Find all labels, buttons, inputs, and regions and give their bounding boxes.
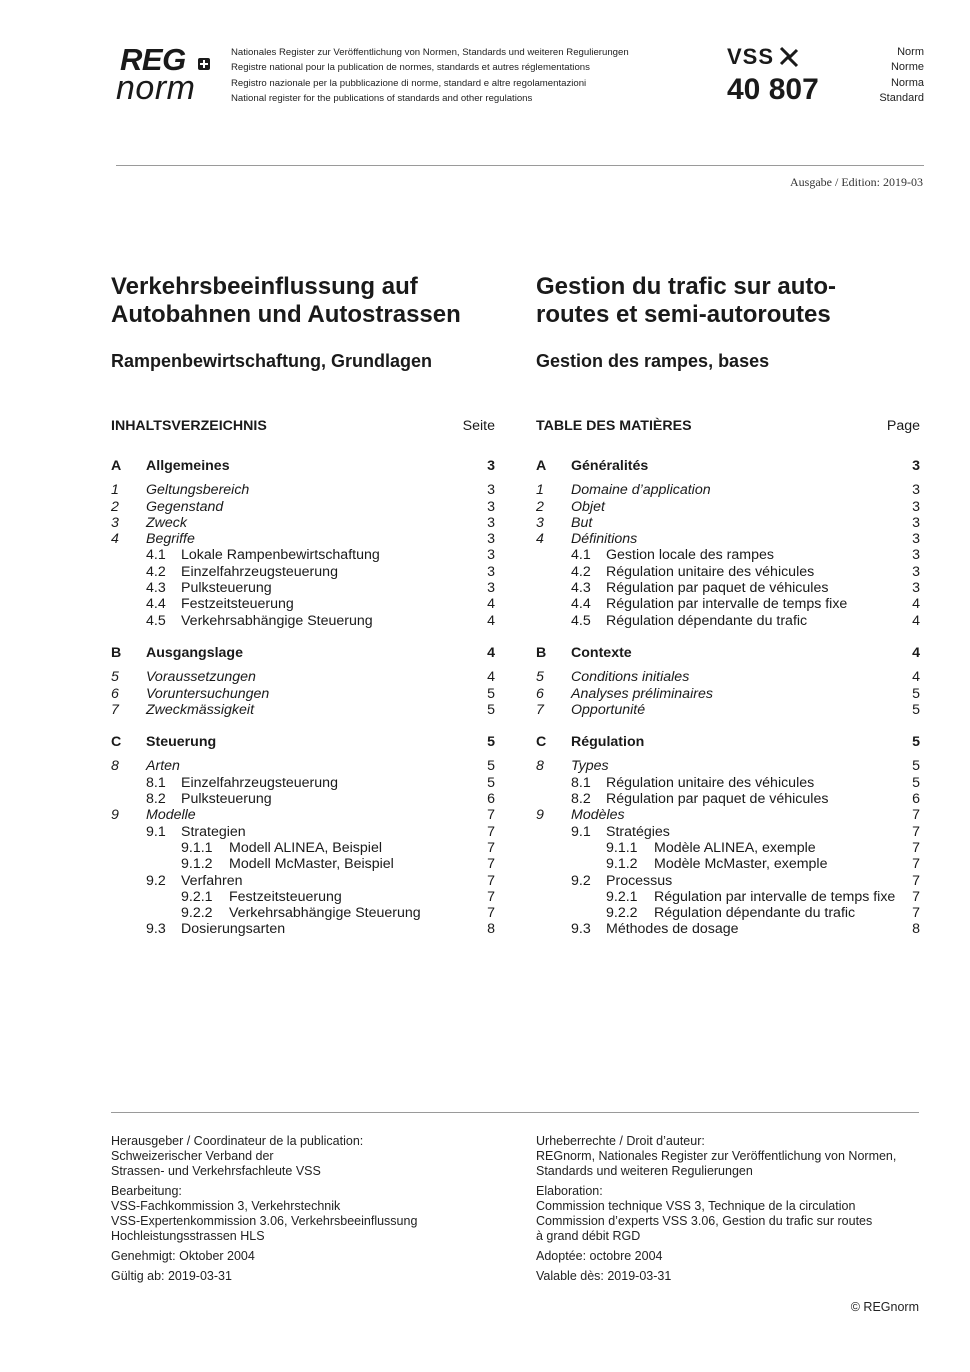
toc-entry-row — [536, 905, 920, 921]
toc-entry-page: 7 — [912, 872, 920, 889]
toc-entry-number: 4.1 — [146, 547, 166, 564]
toc-entry-page: 3 — [912, 514, 920, 531]
toc-german — [111, 418, 495, 938]
toc-entry-title: Verfahren — [181, 872, 243, 889]
toc-entry-page: 5 — [487, 774, 495, 791]
toc-entry-row — [111, 531, 495, 547]
copyright-notice: © REGnorm — [850, 1300, 919, 1314]
toc-page-label: Seite — [462, 418, 495, 434]
toc-entry-title: Arten — [146, 758, 180, 775]
footer-copyright-info — [536, 1134, 936, 1289]
toc-entry-number: B — [111, 644, 122, 661]
toc-entry-page: 5 — [912, 685, 920, 702]
register-description — [231, 45, 629, 106]
toc-entry-page: 7 — [487, 905, 495, 922]
toc-entry-page: 5 — [912, 734, 920, 751]
toc-entry-row — [536, 531, 920, 547]
header-divider — [116, 165, 924, 166]
logo-reg-text: REG — [120, 42, 186, 77]
toc-entry-number: 3 — [536, 514, 544, 531]
toc-entry-number: 3 — [111, 514, 119, 531]
norm-word-de: Norm — [897, 46, 924, 58]
toc-entry-title: Pulksteuerung — [181, 580, 272, 597]
toc-entry-row — [111, 840, 495, 856]
toc-entry-row — [536, 856, 920, 872]
toc-entry-title: Festzeitsteuerung — [181, 596, 294, 613]
footer-line: Gültig ab: 2019-03-31 — [111, 1269, 232, 1283]
toc-entry-title: Zweckmässigkeit — [146, 701, 255, 718]
footer-line: à grand débit RGD — [536, 1229, 641, 1243]
footer-line: Hochleistungsstrassen HLS — [111, 1229, 265, 1243]
toc-entry-title: Lokale Rampenbewirtschaftung — [181, 547, 380, 564]
toc-entry-page: 3 — [487, 458, 495, 474]
toc-entry-title: Einzelfahrzeugsteuerung — [181, 563, 338, 580]
footer-line: VSS-Expertenkommission 3.06, Verkehrsbeeinflussung — [111, 1214, 418, 1228]
toc-entry-title: Begriffe — [146, 531, 195, 548]
toc-entry-number: 9.3 — [146, 921, 166, 938]
footer-line: Genehmigt: Oktober 2004 — [111, 1249, 255, 1263]
toc-entry-page: 4 — [912, 669, 920, 686]
toc-entry-title: Festzeitsteuerung — [229, 888, 342, 905]
toc-entry-page: 3 — [912, 580, 920, 597]
toc-entry-number: 9.1.1 — [181, 839, 213, 856]
document-title-fr-line1: Gestion du trafic sur auto- — [536, 273, 837, 300]
toc-section-row — [111, 645, 495, 661]
toc-entry-row — [111, 873, 495, 889]
toc-entry-title: Verkehrsabhängige Steuerung — [181, 612, 373, 629]
swiss-cross-icon — [198, 58, 210, 70]
toc-entry-page: 7 — [487, 807, 495, 824]
toc-group-gap — [536, 629, 920, 645]
toc-entry-title: Types — [571, 758, 609, 775]
document-title-de-line1: Verkehrsbeeinflussung auf — [111, 273, 418, 300]
toc-entry-row — [111, 499, 495, 515]
toc-entry-row — [111, 515, 495, 531]
toc-entry-title: Verkehrsabhängige Steuerung — [229, 905, 421, 922]
toc-entry-row — [536, 889, 920, 905]
toc-header — [111, 418, 495, 458]
toc-entry-title: Régulation par paquet de véhicules — [606, 791, 829, 808]
toc-entry-number: 9.1.2 — [606, 856, 638, 873]
toc-entry-number: 4.5 — [571, 612, 591, 629]
footer-publisher-info — [111, 1134, 511, 1289]
toc-section-row — [536, 734, 920, 750]
toc-entry-row — [536, 791, 920, 807]
toc-entry-row — [111, 807, 495, 823]
toc-entry-number: 7 — [111, 701, 119, 718]
logo-norm-text: norm — [116, 69, 196, 107]
toc-entry-row — [536, 580, 920, 596]
toc-heading: INHALTSVERZEICHNIS — [111, 418, 267, 434]
toc-entry-page: 3 — [487, 580, 495, 597]
footer-block — [111, 1249, 511, 1264]
edition-label: Ausgabe / Edition: 2019-03 — [790, 175, 923, 189]
toc-entry-row — [111, 791, 495, 807]
toc-entry-number: 8.1 — [571, 774, 591, 791]
document-title-fr-line2: routes et semi-autoroutes — [536, 301, 831, 328]
footer-block — [111, 1269, 511, 1284]
toc-entry-page: 3 — [912, 482, 920, 499]
toc-entry-page: 3 — [912, 498, 920, 515]
toc-entry-number: 2 — [536, 498, 544, 515]
toc-entry-page: 4 — [912, 596, 920, 613]
toc-entry-page: 5 — [487, 758, 495, 775]
toc-entry-number: 9 — [536, 807, 544, 824]
toc-entry-number: 5 — [536, 669, 544, 686]
toc-entry-page: 6 — [487, 791, 495, 808]
toc-entry-page: 7 — [487, 888, 495, 905]
toc-entry-title: Généralités — [571, 458, 649, 474]
toc-entry-row — [536, 840, 920, 856]
toc-entry-row — [111, 669, 495, 685]
toc-entry-page: 4 — [912, 612, 920, 629]
toc-entry-page: 7 — [912, 905, 920, 922]
toc-entry-page: 7 — [912, 888, 920, 905]
toc-entry-title: Régulation — [571, 734, 645, 751]
toc-entry-number: 8.1 — [146, 774, 166, 791]
toc-section-row — [536, 458, 920, 474]
toc-section-row — [536, 645, 920, 661]
toc-section-row — [111, 458, 495, 474]
toc-entry-title: But — [571, 514, 593, 531]
toc-entry-page: 3 — [487, 563, 495, 580]
norm-word-en: Standard — [879, 91, 924, 104]
register-line-en: National register for the publications of standards and other regulations — [231, 92, 533, 104]
toc-entry-title: Steuerung — [146, 734, 217, 751]
toc-entry-title: Gestion locale des rampes — [606, 547, 774, 564]
toc-entry-row — [111, 702, 495, 718]
toc-entry-row — [111, 580, 495, 596]
toc-entry-page: 5 — [487, 685, 495, 702]
toc-entry-number: B — [536, 644, 547, 661]
toc-entry-number: 4.2 — [571, 563, 591, 580]
toc-entry-row — [536, 702, 920, 718]
footer-block — [536, 1184, 936, 1244]
toc-entry-page: 7 — [912, 839, 920, 856]
toc-entry-row — [536, 758, 920, 774]
footer-line: Elaboration: — [536, 1184, 603, 1198]
toc-entry-page: 3 — [912, 563, 920, 580]
toc-entry-row — [111, 758, 495, 774]
toc-entry-title: Méthodes de dosage — [606, 921, 739, 938]
toc-entry-number: 6 — [111, 685, 119, 702]
toc-entry-title: Geltungsbereich — [146, 482, 250, 499]
footer-line: Valable dès: 2019-03-31 — [536, 1269, 672, 1283]
toc-entry-title: Gegenstand — [146, 498, 224, 515]
footer-line: Herausgeber / Coordinateur de la publication: — [111, 1134, 364, 1148]
vss-logo-text: VSS — [727, 44, 775, 69]
toc-entry-number: 4 — [536, 531, 544, 548]
register-line-fr: Registre national pour la publication de normes, standards et autres réglementations — [231, 62, 590, 74]
norm-type-labels — [879, 45, 924, 106]
toc-entry-row — [111, 686, 495, 702]
toc-entry-title: Zweck — [146, 514, 187, 531]
toc-entry-title: Domaine d’application — [571, 482, 711, 499]
toc-entry-title: Stratégies — [606, 823, 670, 840]
toc-entry-page: 5 — [487, 734, 495, 751]
toc-entry-number: 1 — [536, 482, 544, 499]
toc-entry-title: Strategien — [181, 823, 246, 840]
toc-page-label: Page — [886, 418, 920, 434]
footer-line: Urheberrechte / Droit d’auteur: — [536, 1134, 705, 1148]
toc-entry-title: Ausgangslage — [146, 644, 243, 661]
title-block-de — [111, 273, 461, 329]
toc-entry-title: Modell McMaster, Beispiel — [229, 856, 394, 873]
toc-entry-row — [536, 873, 920, 889]
toc-entry-title: Modèles — [571, 807, 625, 824]
vss-arrows-icon — [777, 46, 801, 68]
toc-entry-number: 9 — [111, 807, 119, 824]
toc-entry-row — [536, 564, 920, 580]
regnorm-logo — [116, 44, 216, 106]
toc-entry-number: 9.2.1 — [181, 888, 213, 905]
toc-entry-number: 9.1.1 — [606, 839, 638, 856]
toc-entry-row — [111, 547, 495, 563]
toc-entry-page: 3 — [487, 531, 495, 548]
toc-entry-page: 3 — [487, 547, 495, 564]
toc-entry-number: A — [536, 458, 547, 474]
toc-entry-page: 3 — [487, 482, 495, 499]
toc-entry-page: 7 — [487, 856, 495, 873]
toc-entry-number: 9.1 — [571, 823, 591, 840]
toc-entry-row — [536, 596, 920, 612]
footer-line: Standards und weiteren Regulierungen — [536, 1164, 753, 1178]
toc-entry-title: Régulation par intervalle de temps fixe — [654, 888, 896, 905]
toc-entry-row — [111, 905, 495, 921]
toc-entry-number: 6 — [536, 685, 544, 702]
toc-group-gap — [536, 718, 920, 734]
toc-entry-number: C — [111, 734, 122, 751]
toc-entry-row — [536, 547, 920, 563]
toc-entry-page: 7 — [912, 856, 920, 873]
toc-entry-number: 9.2.2 — [181, 905, 213, 922]
toc-entry-row — [536, 613, 920, 629]
toc-entry-page: 4 — [487, 669, 495, 686]
toc-entry-number: 4.1 — [571, 547, 591, 564]
toc-entry-row — [111, 482, 495, 498]
toc-entry-title: Processus — [606, 872, 673, 889]
toc-entry-page: 5 — [912, 701, 920, 718]
toc-entry-title: Régulation unitaire des véhicules — [606, 563, 815, 580]
toc-entry-page: 5 — [487, 701, 495, 718]
toc-french — [536, 418, 920, 938]
toc-entry-page: 8 — [487, 921, 495, 938]
toc-entry-row — [536, 482, 920, 498]
toc-entry-number: 5 — [111, 669, 119, 686]
toc-entry-number: 4.5 — [146, 612, 166, 629]
toc-entry-title: Modèle McMaster, exemple — [654, 856, 828, 873]
toc-entry-number: 4 — [111, 531, 119, 548]
title-block-fr — [536, 273, 836, 329]
toc-entry-title: Pulksteuerung — [181, 791, 272, 808]
toc-entry-title: Modell ALINEA, Beispiel — [229, 839, 382, 856]
toc-entry-row — [536, 515, 920, 531]
toc-entry-page: 8 — [912, 921, 920, 938]
toc-entry-title: Régulation unitaire des véhicules — [606, 774, 815, 791]
toc-entry-number: 8 — [111, 758, 119, 775]
toc-entry-title: Voruntersuchungen — [146, 685, 270, 702]
toc-entry-row — [536, 921, 920, 937]
toc-entry-page: 3 — [487, 514, 495, 531]
footer-line: REGnorm, Nationales Register zur Veröffentlichung von Normen, — [536, 1149, 897, 1163]
toc-entry-row — [111, 613, 495, 629]
document-title-de-line2: Autobahnen und Autostrassen — [111, 301, 461, 328]
toc-entry-page: 3 — [912, 531, 920, 548]
toc-entry-page: 6 — [912, 791, 920, 808]
toc-entry-number: 9.1 — [146, 823, 166, 840]
toc-entry-page: 7 — [487, 872, 495, 889]
toc-entry-row — [111, 824, 495, 840]
toc-entry-number: 4.4 — [571, 596, 591, 613]
toc-entry-page: 4 — [912, 644, 920, 661]
footer-block — [536, 1134, 936, 1179]
footer-block — [536, 1249, 936, 1264]
toc-entry-row — [536, 669, 920, 685]
toc-entry-page: 3 — [487, 498, 495, 515]
toc-entry-page: 7 — [487, 839, 495, 856]
toc-entry-number: C — [536, 734, 547, 751]
toc-entry-row — [536, 775, 920, 791]
toc-entry-page: 3 — [912, 547, 920, 564]
toc-header — [536, 418, 920, 458]
toc-entry-title: Dosierungsarten — [181, 921, 286, 938]
toc-group-gap — [111, 718, 495, 734]
toc-entry-title: Régulation par paquet de véhicules — [606, 580, 829, 597]
footer-line: Commission technique VSS 3, Technique de la circulation — [536, 1199, 856, 1213]
toc-entry-page: 3 — [912, 458, 920, 474]
footer-line: Adoptée: octobre 2004 — [536, 1249, 663, 1263]
toc-entry-number: 4.3 — [571, 580, 591, 597]
toc-entry-title: Définitions — [571, 531, 638, 548]
footer-block — [536, 1269, 936, 1284]
toc-entry-number: 9.2 — [146, 872, 166, 889]
toc-entry-number: 9.2.1 — [606, 888, 638, 905]
toc-entry-title: Régulation dépendante du trafic — [654, 905, 856, 922]
toc-entry-page: 4 — [487, 596, 495, 613]
footer-line: VSS-Fachkommission 3, Verkehrstechnik — [111, 1199, 341, 1213]
toc-entry-number: 2 — [111, 498, 119, 515]
toc-entry-row — [111, 596, 495, 612]
toc-entry-number: 8.2 — [571, 791, 591, 808]
norm-word-fr: Norme — [890, 61, 924, 74]
toc-entry-row — [111, 775, 495, 791]
toc-entry-row — [111, 856, 495, 872]
toc-entry-title: Voraussetzungen — [146, 669, 256, 686]
toc-entry-number: 8.2 — [146, 791, 166, 808]
footer-line: Strassen- und Verkehrsfachleute VSS — [111, 1164, 321, 1178]
document-subtitle-de: Rampenbewirtschaftung, Grundlagen — [111, 351, 433, 371]
toc-entry-title: Conditions initiales — [571, 669, 690, 686]
toc-entry-title: Analyses préliminaires — [571, 685, 713, 702]
toc-entry-title: Modèle ALINEA, exemple — [654, 839, 816, 856]
toc-entry-title: Allgemeines — [146, 458, 230, 474]
toc-entry-number: A — [111, 458, 122, 474]
toc-entry-row — [536, 499, 920, 515]
toc-entry-title: Contexte — [571, 644, 632, 661]
toc-entry-number: 1 — [111, 482, 119, 499]
toc-entry-number: 9.2.2 — [606, 905, 638, 922]
toc-entry-row — [536, 824, 920, 840]
toc-entry-number: 9.3 — [571, 921, 591, 938]
toc-heading: TABLE DES MATIÈRES — [536, 418, 692, 434]
toc-entry-title: Régulation par intervalle de temps fixe — [606, 596, 848, 613]
toc-entry-row — [536, 807, 920, 823]
toc-entry-title: Objet — [571, 498, 605, 515]
toc-entry-number: 4.2 — [146, 563, 166, 580]
toc-entry-number: 9.1.2 — [181, 856, 213, 873]
toc-entry-title: Modelle — [146, 807, 196, 824]
toc-entry-page: 4 — [487, 612, 495, 629]
toc-entry-number: 7 — [536, 701, 544, 718]
document-subtitle-fr: Gestion des rampes, bases — [536, 351, 770, 371]
toc-entry-page: 5 — [912, 774, 920, 791]
footer-block — [111, 1134, 511, 1179]
toc-entry-page: 7 — [487, 823, 495, 840]
toc-group-gap — [111, 629, 495, 645]
vss-logo — [727, 44, 774, 70]
toc-entry-page: 5 — [912, 758, 920, 775]
standard-number: 40 807 — [727, 73, 819, 106]
toc-section-row — [111, 734, 495, 750]
toc-entry-page: 4 — [487, 644, 495, 661]
norm-word-it: Norma — [890, 76, 924, 89]
toc-entry-title: Einzelfahrzeugsteuerung — [181, 774, 338, 791]
footer-line: Bearbeitung: — [111, 1184, 182, 1198]
toc-entry-number: 8 — [536, 758, 544, 775]
toc-entry-number: 9.2 — [571, 872, 591, 889]
register-line-de: Nationales Register zur Veröffentlichung von Normen, Standards und weiteren Regulierungen — [231, 47, 629, 58]
toc-entry-page: 7 — [912, 807, 920, 824]
toc-entry-row — [111, 889, 495, 905]
footer-line: Schweizerischer Verband der — [111, 1149, 274, 1163]
toc-entry-row — [536, 686, 920, 702]
footer-line: Commission d’experts VSS 3.06, Gestion du trafic sur routes — [536, 1214, 873, 1228]
footer-divider — [111, 1112, 919, 1113]
toc-entry-title: Opportunité — [571, 701, 646, 718]
toc-entry-number: 4.3 — [146, 580, 166, 597]
toc-entry-title: Régulation dépendante du trafic — [606, 612, 808, 629]
footer-block — [111, 1184, 511, 1244]
toc-entry-number: 4.4 — [146, 596, 166, 613]
toc-entry-row — [111, 921, 495, 937]
register-line-it: Registro nazionale per la pubblicazione di norme, standard e altre regolamentazioni — [231, 77, 587, 89]
toc-entry-row — [111, 564, 495, 580]
toc-entry-page: 7 — [912, 823, 920, 840]
